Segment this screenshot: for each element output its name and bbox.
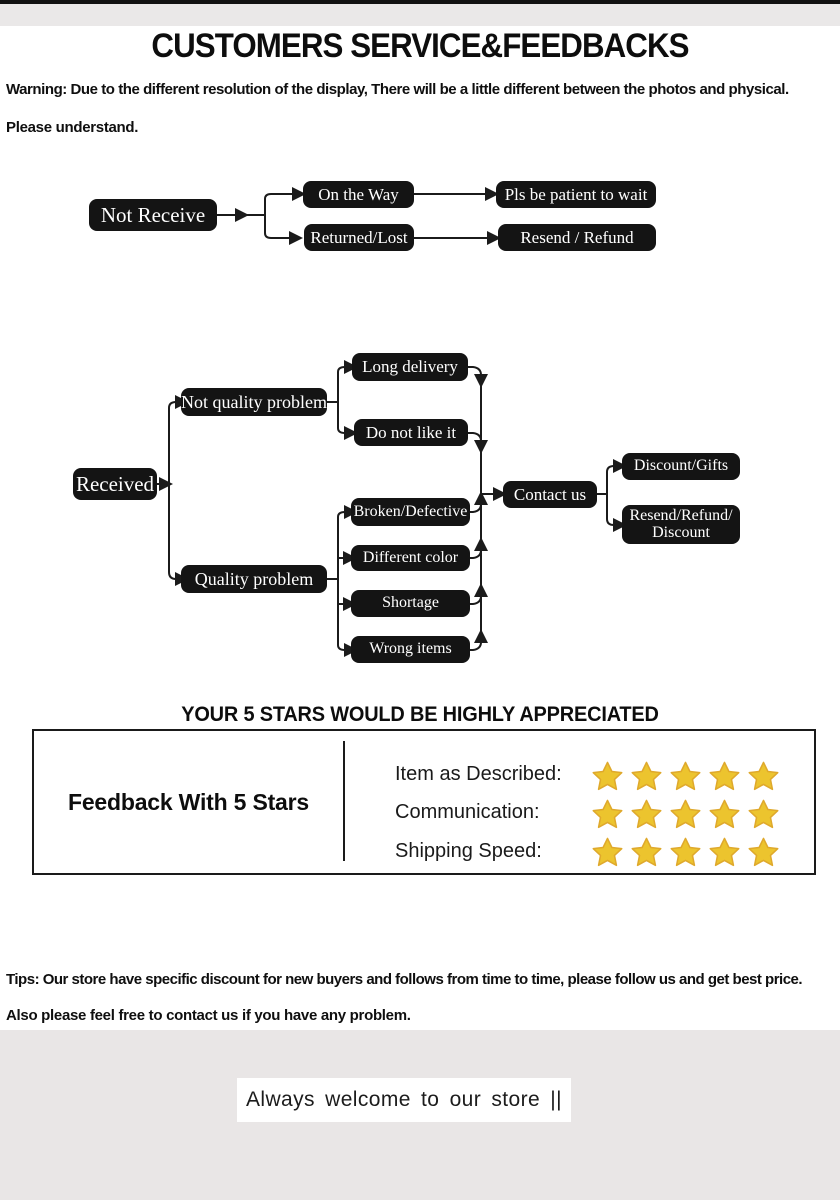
flow-node-wrong-items: Wrong items	[351, 636, 470, 663]
warning-text-line2: Please understand.	[6, 119, 139, 136]
flow-node-quality-problem: Quality problem	[181, 565, 327, 593]
rating-stars-shipping-speed	[592, 837, 779, 867]
flow-node-resend-refund: Resend / Refund	[498, 224, 656, 251]
rating-label-communication: Communication:	[395, 801, 540, 823]
feedback-rating-box	[32, 729, 816, 875]
star-icon	[709, 837, 740, 867]
star-icon	[670, 761, 701, 791]
rating-stars-communication	[592, 799, 779, 829]
tips-text-line1: Tips: Our store have specific discount for new buyers and follows from time to time, please follow us and get best price.	[6, 971, 803, 988]
flow-node-long-delivery: Long delivery	[352, 353, 468, 381]
star-icon	[748, 837, 779, 867]
flow-node-discount-gifts: Discount/Gifts	[622, 453, 740, 480]
page-title: CUSTOMERS SERVICE&FEEDBACKS	[151, 27, 689, 65]
flow-node-not-receive: Not Receive	[89, 199, 217, 231]
star-icon	[592, 761, 623, 791]
star-icon	[631, 799, 662, 829]
star-icon	[592, 799, 623, 829]
star-icon	[631, 837, 662, 867]
flow-node-do-not-like-it: Do not like it	[354, 419, 468, 446]
warning-text-line1: Warning: Due to the different resolution of the display, There will be a little different between the photos and physical.	[6, 81, 789, 98]
five-stars-heading: YOUR 5 STARS WOULD BE HIGHLY APPRECIATED	[181, 703, 659, 726]
welcome-banner: Always welcome to our store ||	[237, 1078, 571, 1122]
rating-stars-item-as-described	[592, 761, 779, 791]
flow-node-not-quality-problem: Not quality problem	[181, 388, 327, 416]
flow-node-contact-us: Contact us	[503, 481, 597, 508]
star-icon	[748, 761, 779, 791]
rating-label-item-as-described: Item as Described:	[395, 763, 562, 785]
star-icon	[592, 837, 623, 867]
tips-text-line2: Also please feel free to contact us if you have any problem.	[6, 1007, 411, 1024]
rating-label-shipping-speed: Shipping Speed:	[395, 840, 542, 862]
flow-node-shortage: Shortage	[351, 590, 470, 617]
feedback-divider	[343, 741, 345, 861]
flow-node-received: Received	[73, 468, 157, 500]
star-icon	[709, 799, 740, 829]
star-icon	[748, 799, 779, 829]
flow-node-on-the-way: On the Way	[303, 181, 414, 208]
flow-node-resend-refund-discount: Resend/Refund/ Discount	[622, 505, 740, 544]
feedback-left-label: Feedback With 5 Stars	[67, 788, 309, 815]
flow-node-returned-lost: Returned/Lost	[304, 224, 414, 251]
flow-node-pls-be-patient: Pls be patient to wait	[496, 181, 656, 208]
star-icon	[670, 799, 701, 829]
flow-node-broken-defective: Broken/Defective	[351, 498, 470, 526]
star-icon	[631, 761, 662, 791]
star-icon	[670, 837, 701, 867]
star-icon	[709, 761, 740, 791]
flow-node-different-color: Different color	[351, 545, 470, 571]
